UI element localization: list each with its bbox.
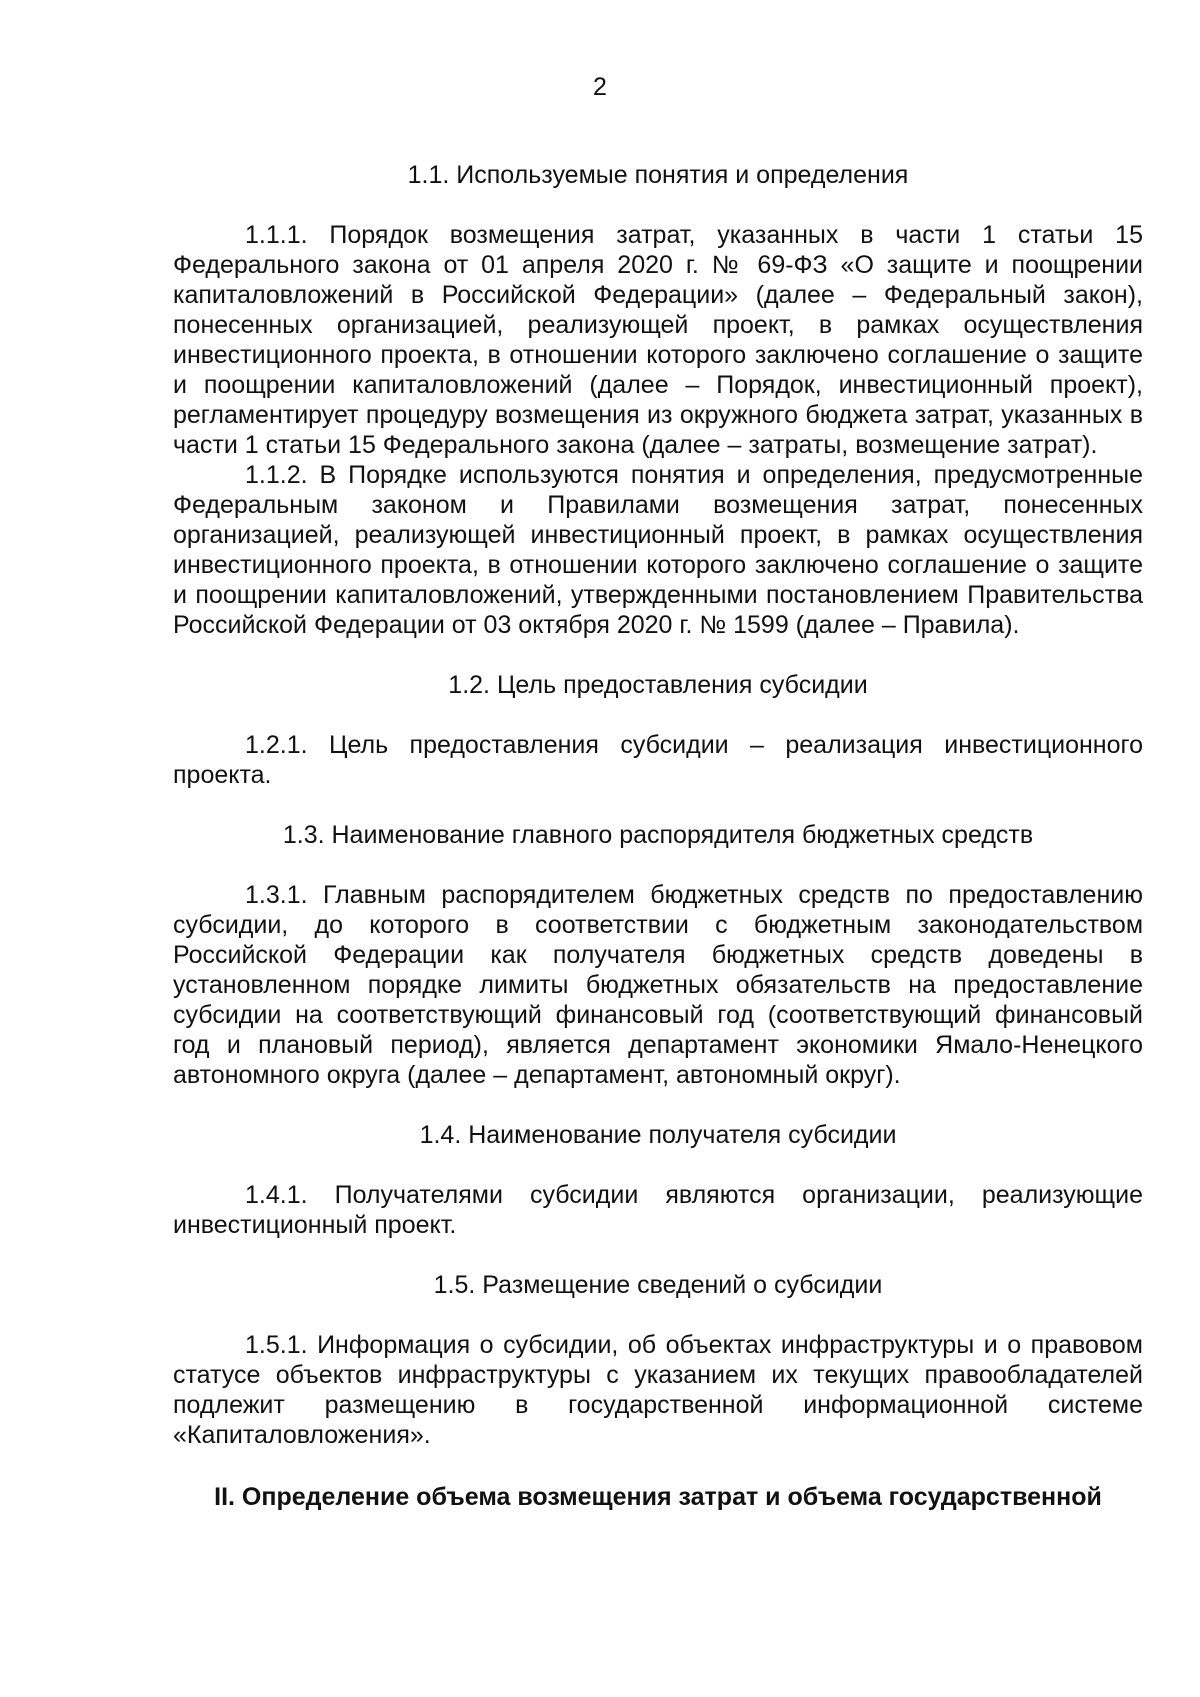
section-heading-1-2: 1.2. Цель предоставления субсидии [448, 671, 868, 699]
document-body [173, 160, 1143, 1512]
section-heading-1-1: 1.1. Используемые понятия и определения [407, 161, 909, 189]
paragraph-1-2-1: 1.2.1. Цель предоставления субсидии – реализация инвестиционного проекта. [173, 731, 1143, 789]
paragraph-1-3-1: 1.3.1. Главным распорядителем бюджетных средств по предоставлению субсидии, до которого в соответствии с бюджетным законодательством Российской Федерации как получателя бюджетных средств доведены в установленном порядке лимиты бюджетных обязательств на предоставление субсидии на соответствующий финансовый год (соответствующий финансовый год и плановый период), является департамент экономики Ямало-Ненецкого автономного округа (далее – департамент, автономный округ). [173, 881, 1143, 1089]
paragraph-1-5-1: 1.5.1. Информация о субсидии, об объектах инфраструктуры и о правовом статусе объектов инфраструктуры с указанием их текущих правообладателей подлежит размещению в государственной информационной системе «Капиталовложения». [173, 1331, 1143, 1449]
page-number: 2 [593, 73, 607, 101]
section-heading-1-3: 1.3. Наименование главного распорядителя бюджетных средств [282, 821, 1034, 849]
section-heading-1-4: 1.4. Наименование получателя субсидии [419, 1121, 897, 1149]
section-heading-1-5: 1.5. Размещение сведений о субсидии [433, 1271, 883, 1299]
paragraph-1-4-1: 1.4.1. Получателями субсидии являются организации, реализующие инвестиционный проект. [173, 1181, 1143, 1239]
chapter-heading-2: II. Определение объема возмещения затрат и объема государственной [214, 1483, 1102, 1511]
paragraph-1-1-2: 1.1.2. В Порядке используются понятия и определения, предусмотренные Федеральным законом и Правилами возмещения затрат, понесенных организацией, реализующей инвестиционный проект, в рамках осуществления инвестиционного проекта, в отношении которого заключено соглашение о защите и поощрении капиталовложений, утвержденными постановлением Правительства Российской Федерации от 03 октября 2020 г. № 1599 (далее – Правила). [173, 461, 1143, 639]
paragraph-1-1-1: 1.1.1. Порядок возмещения затрат, указанных в части 1 статьи 15 Федерального закона от 01 апреля 2020 г. № 69-ФЗ «О защите и поощрении капиталовложений в Российской Федерации» (далее – Федеральный закон), понесенных организацией, реализующей проект, в рамках осуществления инвестиционного проекта, в отношении которого заключено соглашение о защите и поощрении капиталовложений (далее – Порядок, инвестиционный проект), регламентирует процедуру возмещения из окружного бюджета затрат, указанных в части 1 статьи 15 Федерального закона (далее – затраты, возмещение затрат). [173, 221, 1143, 459]
